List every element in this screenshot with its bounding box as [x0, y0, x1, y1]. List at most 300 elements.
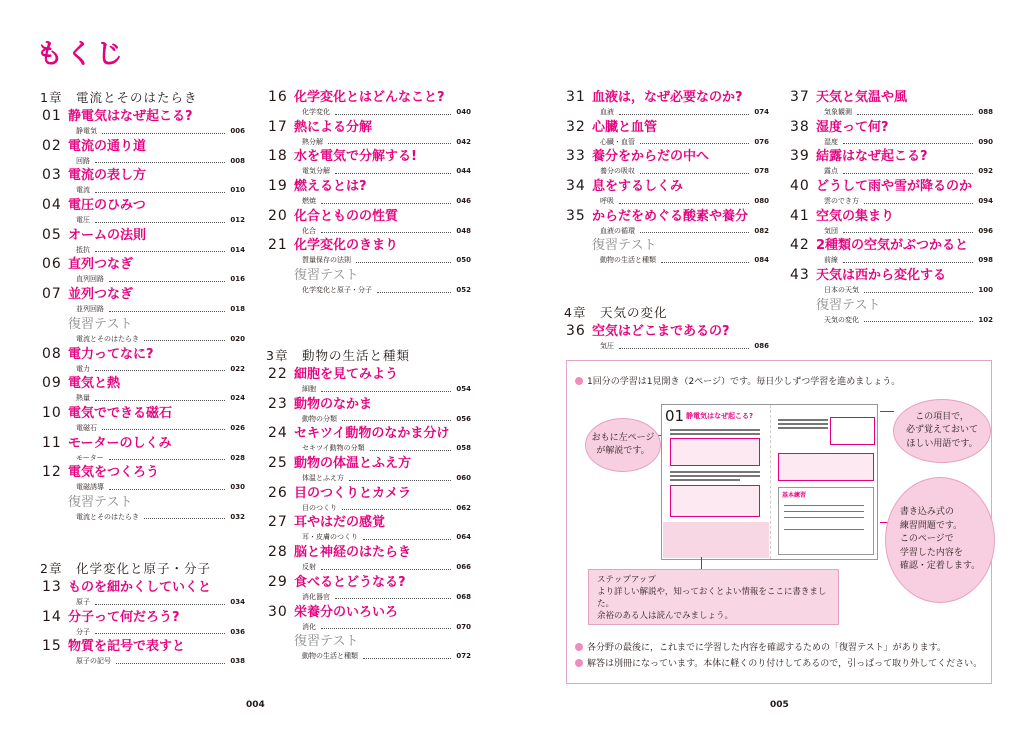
- entry-page-number[interactable]: 024: [230, 394, 245, 403]
- dot-leader: [95, 629, 225, 634]
- entry-title[interactable]: 電気でできる磁石: [68, 405, 173, 421]
- entry-page-number[interactable]: 018: [230, 305, 245, 314]
- entry-subtopic-row: [302, 532, 471, 542]
- entry-subtopic-row: [302, 107, 471, 117]
- dot-leader: [95, 158, 225, 163]
- entry-subtopic-row: [302, 226, 471, 236]
- entry-title[interactable]: 電力ってなに?: [68, 346, 154, 362]
- entry-number: 31: [566, 89, 586, 105]
- toc-section: [788, 89, 993, 327]
- entry-subtopic-row: [824, 137, 993, 147]
- entry-subtopic: 湿度: [824, 137, 838, 146]
- entry-title[interactable]: 2種類の空気がぶつかると: [816, 238, 969, 254]
- entry-subtopic: 体温とふえ方: [302, 474, 344, 483]
- review-test-entry[interactable]: [40, 316, 245, 346]
- entry-number: 06: [42, 256, 62, 273]
- entry-subtopic: 呼吸: [600, 197, 614, 206]
- dot-leader: [109, 307, 225, 312]
- toc-entry[interactable]: [266, 178, 471, 208]
- entry-title[interactable]: 動物のなかま: [294, 396, 373, 412]
- dot-leader: [619, 110, 749, 115]
- bubble-right-bottom: 書き込み式の 練習問題です。 このページで 学習した内容を 確認・定着します。: [885, 477, 995, 603]
- entry-subtopic: 目のつくり: [302, 503, 337, 512]
- entry-subtopic-row: [302, 137, 471, 147]
- entry-subtopic: 化学変化と原子・分子: [302, 286, 372, 295]
- dot-leader: [335, 594, 451, 599]
- dot-leader: [335, 110, 451, 115]
- toc-entry[interactable]: [40, 405, 245, 435]
- entry-title[interactable]: 天気は西から変化する: [816, 268, 947, 284]
- entry-page-number[interactable]: 068: [456, 592, 471, 601]
- entry-page-number[interactable]: 020: [230, 334, 245, 343]
- entry-subtopic-row: [824, 315, 993, 325]
- toc-entry[interactable]: [564, 148, 769, 178]
- toc-entry[interactable]: [266, 604, 471, 634]
- entry-title[interactable]: 化合とものの性質: [294, 208, 399, 224]
- entry-subtopic: 動物の生活と種類: [600, 256, 656, 265]
- toc-entry[interactable]: [788, 119, 993, 149]
- entry-subtopic: 化合: [302, 226, 316, 235]
- entry-title[interactable]: 復習テスト: [294, 634, 359, 650]
- mock-practice-label: 基本練習: [782, 492, 807, 499]
- entry-subtopic: 心臓・血管: [600, 137, 635, 146]
- toc-entry[interactable]: [788, 208, 993, 238]
- dot-leader: [95, 218, 225, 223]
- entry-title[interactable]: 空気の集まり: [816, 208, 895, 224]
- toc-entry[interactable]: [788, 237, 993, 267]
- toc-entry[interactable]: [40, 464, 245, 494]
- entry-number: 38: [790, 118, 810, 135]
- entry-subtopic: 原子: [76, 598, 90, 606]
- entry-number: 16: [268, 89, 288, 105]
- entry-subtopic-row: [302, 196, 471, 206]
- entry-number: 22: [268, 366, 288, 382]
- entry-subtopic: 電磁石: [76, 423, 97, 432]
- entry-number: 37: [790, 89, 810, 105]
- entry-subtopic: 前線: [824, 256, 838, 265]
- toc-entry[interactable]: [266, 455, 471, 485]
- toc-entry[interactable]: [266, 425, 471, 455]
- dot-leader: [342, 416, 451, 421]
- toc-entry[interactable]: [266, 89, 471, 119]
- entry-subtopic: 電流とそのはたらき: [76, 512, 139, 521]
- entry-title[interactable]: 物質を記号で表すと: [68, 639, 186, 655]
- entry-number: 08: [42, 345, 62, 362]
- entry-subtopic-row: [76, 156, 245, 166]
- entry-subtopic-row: [76, 274, 245, 284]
- entry-title[interactable]: 並列つなぎ: [68, 287, 134, 303]
- toc-entry[interactable]: [40, 167, 245, 197]
- toc-entry[interactable]: [788, 89, 993, 119]
- dot-leader: [95, 247, 225, 252]
- entry-page-number[interactable]: 034: [230, 598, 245, 606]
- toc-section: [564, 303, 769, 353]
- entry-title[interactable]: 湿度って何?: [816, 119, 889, 135]
- entry-subtopic-row: [76, 423, 245, 433]
- entry-title[interactable]: オームの法則: [68, 227, 147, 243]
- dot-leader: [640, 228, 749, 233]
- dot-leader: [370, 446, 452, 451]
- dot-leader: [661, 258, 749, 263]
- entry-page-number[interactable]: 022: [230, 364, 245, 373]
- entry-title[interactable]: 結露はなぜ起こる?: [816, 149, 928, 165]
- entry-title[interactable]: 動物の体温とふえ方: [294, 456, 412, 472]
- entry-number: 36: [566, 323, 586, 339]
- entry-subtopic-row: [76, 656, 245, 666]
- entry-page-number[interactable]: 088: [978, 108, 993, 116]
- entry-subtopic-row: [824, 255, 993, 265]
- entry-subtopic-row: [76, 304, 245, 314]
- dot-leader: [321, 199, 451, 204]
- entry-subtopic-row: [600, 226, 769, 236]
- entry-title[interactable]: モーターのしくみ: [68, 435, 172, 451]
- entry-page-number[interactable]: 032: [230, 512, 245, 521]
- entry-subtopic: 気圧: [600, 342, 614, 350]
- entry-subtopic: 分子: [76, 627, 90, 636]
- dot-leader: [619, 344, 749, 349]
- entry-number: 29: [268, 573, 288, 590]
- entry-title[interactable]: 復習テスト: [816, 297, 881, 313]
- entry-page-number[interactable]: 056: [456, 414, 471, 423]
- guide-note: [575, 640, 946, 653]
- toc-entry[interactable]: [266, 237, 471, 267]
- guide-note-text: 解答は別冊になっています。本体に軽くのり付けしてあるので，引っぱって取り外してください。: [587, 659, 983, 669]
- entry-page-number[interactable]: 072: [456, 652, 471, 661]
- toc-entry[interactable]: [266, 574, 471, 604]
- chapter-heading: 1章 電流とそのはたらき: [40, 90, 198, 105]
- entry-page-number[interactable]: 052: [456, 286, 471, 295]
- toc-entry[interactable]: [40, 435, 245, 465]
- dot-leader: [321, 624, 451, 629]
- entry-title[interactable]: 静電気はなぜ起こる?: [68, 109, 193, 124]
- entry-page-number[interactable]: 044: [456, 167, 471, 176]
- toc-section: [40, 88, 245, 524]
- mock-title: 静電気はなぜ起こる?: [686, 412, 754, 420]
- entry-page-number[interactable]: 054: [456, 385, 471, 393]
- entry-number: 30: [268, 603, 288, 620]
- entry-subtopic-row: [302, 622, 471, 632]
- entry-page-number[interactable]: 008: [230, 156, 245, 165]
- entry-title[interactable]: 燃えるとは?: [294, 179, 367, 195]
- sample-spread-image: [661, 404, 878, 560]
- entry-page-number[interactable]: 102: [978, 315, 993, 324]
- entry-page-number[interactable]: 070: [456, 622, 471, 631]
- entry-title[interactable]: セキツイ動物のなかま分け: [294, 426, 450, 442]
- entry-subtopic: 消化: [302, 622, 316, 631]
- dot-leader: [109, 485, 225, 490]
- bubble-right-top: この項目で， 必ず覚えておいて ほしい用語です。: [893, 399, 991, 463]
- toc-entry[interactable]: [266, 514, 471, 544]
- dot-leader: [843, 258, 973, 263]
- entry-subtopic-row: [824, 285, 993, 295]
- entry-subtopic-row: [302, 473, 471, 483]
- toc-entry[interactable]: [788, 148, 993, 178]
- entry-subtopic: 燃焼: [302, 197, 316, 206]
- entry-title[interactable]: 空気はどこまであるの?: [592, 324, 730, 339]
- toc-entry[interactable]: [40, 227, 245, 257]
- bullet-icon: [575, 659, 583, 667]
- entry-number: 13: [42, 579, 62, 595]
- dot-leader: [843, 169, 973, 174]
- entry-page-number[interactable]: 066: [456, 563, 471, 572]
- toc-entry[interactable]: [266, 485, 471, 515]
- entry-page-number[interactable]: 060: [456, 474, 471, 483]
- review-test-entry[interactable]: [266, 267, 471, 297]
- entry-page-number[interactable]: 050: [456, 256, 471, 265]
- dot-leader: [95, 600, 225, 605]
- entry-title[interactable]: 復習テスト: [592, 238, 657, 254]
- entry-page-number[interactable]: 082: [754, 226, 769, 235]
- entry-title[interactable]: 復習テスト: [294, 268, 359, 284]
- entry-title[interactable]: 電圧のひみつ: [68, 198, 146, 214]
- toc-entry[interactable]: [40, 197, 245, 227]
- dot-leader: [109, 455, 226, 460]
- entry-number: 33: [566, 148, 586, 165]
- entry-subtopic: 化学変化: [302, 108, 330, 116]
- entry-number: 34: [566, 178, 586, 195]
- entry-page-number[interactable]: 014: [230, 245, 245, 254]
- entry-subtopic-row: [302, 592, 471, 602]
- toc-entry[interactable]: [40, 138, 245, 168]
- toc-entry[interactable]: [564, 89, 769, 119]
- entry-title[interactable]: ものを細かくしていくと: [68, 580, 212, 595]
- entry-title[interactable]: 血液は，なぜ必要なのか?: [592, 90, 743, 105]
- entry-page-number[interactable]: 098: [978, 256, 993, 265]
- entry-page-number[interactable]: 048: [456, 226, 471, 235]
- entry-title[interactable]: 分子って何だろう?: [68, 609, 180, 625]
- entry-page-number[interactable]: 062: [456, 503, 471, 512]
- entry-subtopic: 熱量: [76, 394, 90, 403]
- entry-title[interactable]: からだをめぐる酸素や養分: [592, 208, 749, 224]
- toc-entry[interactable]: [564, 119, 769, 149]
- entry-subtopic-row: [302, 414, 471, 424]
- dot-leader: [363, 535, 451, 540]
- entry-title[interactable]: 電気をつくろう: [68, 465, 160, 481]
- entry-subtopic-row: [600, 137, 769, 147]
- entry-subtopic: 消化器官: [302, 592, 330, 601]
- entry-page-number[interactable]: 094: [978, 197, 993, 206]
- review-test-entry[interactable]: [788, 297, 993, 327]
- dot-leader: [321, 565, 451, 570]
- toc-entry[interactable]: [564, 208, 769, 238]
- dot-leader: [864, 317, 973, 322]
- dot-leader: [95, 188, 225, 193]
- entry-title[interactable]: 水を電気で分解する!: [294, 149, 417, 165]
- entry-subtopic: 雲のでき方: [824, 197, 859, 206]
- entry-page-number[interactable]: 042: [456, 137, 471, 146]
- mock-number: 01: [665, 407, 685, 425]
- toc-entry[interactable]: [40, 286, 245, 316]
- page-number-left: 004: [246, 700, 265, 710]
- entry-title[interactable]: 電流の通り道: [68, 138, 147, 154]
- step-up-title: ステップアップ: [597, 575, 656, 585]
- toc-section: [40, 559, 245, 668]
- entry-page-number[interactable]: 092: [978, 167, 993, 176]
- entry-number: 18: [268, 148, 288, 165]
- entry-page-number[interactable]: 012: [230, 216, 245, 225]
- entry-number: 09: [42, 375, 62, 392]
- dot-leader: [640, 169, 749, 174]
- entry-title[interactable]: 脳と神経のはたらき: [294, 545, 412, 561]
- entry-subtopic: 動物の分類: [302, 414, 337, 423]
- entry-subtopic: 細胞: [302, 385, 316, 393]
- entry-subtopic: セキツイ動物の分類: [302, 444, 365, 453]
- entry-title[interactable]: 復習テスト: [68, 316, 133, 332]
- entry-title[interactable]: 栄養分のいろいろ: [294, 604, 399, 620]
- dot-leader: [144, 514, 225, 519]
- review-test-entry[interactable]: [40, 494, 245, 524]
- dot-leader: [857, 110, 973, 115]
- dot-leader: [116, 659, 225, 664]
- entry-page-number[interactable]: 038: [230, 657, 245, 666]
- entry-title[interactable]: 天気と気温や風: [816, 90, 908, 105]
- entry-number: 40: [790, 178, 810, 195]
- toc-entry[interactable]: [788, 267, 993, 297]
- entry-subtopic: 血液の循環: [600, 226, 635, 235]
- entry-subtopic: 電流とそのはたらき: [76, 334, 139, 343]
- entry-page-number[interactable]: 026: [230, 423, 245, 432]
- entry-subtopic: 質量保存の法則: [302, 256, 351, 265]
- entry-title[interactable]: 熱による分解: [294, 119, 373, 135]
- entry-page-number[interactable]: 010: [230, 186, 245, 195]
- entry-page-number[interactable]: 086: [754, 342, 769, 350]
- dot-leader: [843, 228, 973, 233]
- entry-page-number[interactable]: 046: [456, 197, 471, 206]
- toc-entry[interactable]: [788, 178, 993, 208]
- entry-subtopic-row: [302, 443, 471, 453]
- entry-number: 17: [268, 118, 288, 135]
- entry-subtopic: 電磁誘導: [76, 483, 104, 492]
- dot-leader: [109, 277, 225, 282]
- entry-subtopic-row: [76, 453, 245, 463]
- chapter-heading: 2章 化学変化と原子・分子: [40, 561, 211, 576]
- toc-entry[interactable]: [40, 609, 245, 639]
- entry-subtopic-row: [76, 185, 245, 195]
- toc-entry[interactable]: [40, 256, 245, 286]
- toc-entry[interactable]: [40, 375, 245, 405]
- toc-entry[interactable]: [40, 638, 245, 668]
- dot-leader: [144, 336, 225, 341]
- entry-number: 04: [42, 197, 62, 214]
- entry-number: 39: [790, 148, 810, 165]
- entry-subtopic: 気団: [824, 226, 838, 235]
- entry-title[interactable]: 食べるとどうなる?: [294, 574, 406, 590]
- entry-subtopic-row: [76, 627, 245, 637]
- review-test-entry[interactable]: [266, 633, 471, 663]
- dot-leader: [321, 387, 451, 392]
- entry-title[interactable]: 化学変化のきまり: [294, 238, 399, 254]
- usage-guide-box: [566, 360, 992, 684]
- entry-subtopic: 電気分解: [302, 167, 330, 176]
- entry-title[interactable]: 細胞を見てみよう: [294, 367, 399, 382]
- entry-title[interactable]: 耳やはだの感覚: [294, 515, 386, 531]
- toc-entry[interactable]: [266, 366, 471, 396]
- entry-page-number[interactable]: 078: [754, 167, 769, 176]
- entry-subtopic: 抵抗: [76, 245, 90, 254]
- entry-number: 27: [268, 514, 288, 531]
- entry-page-number[interactable]: 090: [978, 137, 993, 146]
- page-title: もくじ: [36, 39, 126, 70]
- toc-entry[interactable]: [266, 396, 471, 426]
- entry-subtopic-row: [76, 482, 245, 492]
- entry-number: 20: [268, 207, 288, 224]
- toc-entry[interactable]: [266, 208, 471, 238]
- dot-leader: [95, 396, 225, 401]
- toc-entry[interactable]: [266, 148, 471, 178]
- entry-page-number[interactable]: 006: [230, 127, 245, 135]
- page-number-right: 005: [770, 700, 789, 710]
- dot-leader: [321, 228, 451, 233]
- entry-title[interactable]: 電気と熱: [68, 376, 121, 392]
- entry-subtopic: 血液: [600, 108, 614, 116]
- entry-page-number[interactable]: 058: [456, 444, 471, 453]
- entry-subtopic-row: [76, 393, 245, 403]
- entry-subtopic-row: [76, 597, 245, 607]
- entry-page-number[interactable]: 030: [230, 483, 245, 492]
- entry-title[interactable]: 目のつくりとカメラ: [294, 485, 412, 501]
- entry-page-number[interactable]: 064: [456, 533, 471, 542]
- toc-entry[interactable]: [564, 178, 769, 208]
- entry-title[interactable]: 養分をからだの中へ: [592, 149, 710, 165]
- entry-page-number[interactable]: 036: [230, 627, 245, 636]
- dot-leader: [619, 199, 749, 204]
- entry-number: 07: [42, 286, 62, 303]
- entry-page-number[interactable]: 040: [456, 108, 471, 116]
- toc-entry[interactable]: [40, 579, 245, 609]
- entry-title[interactable]: 化学変化とはどんなこと?: [294, 90, 445, 105]
- entry-number: 02: [42, 137, 62, 154]
- entry-page-number[interactable]: 100: [978, 286, 993, 295]
- guide-note-text: 各分野の最後に，これまでに学習した内容を確認するための「復習テスト」があります。: [587, 643, 946, 653]
- toc-entry[interactable]: [266, 119, 471, 149]
- guide-intro-text: 1回分の学習は1見開き（2ページ）です。毎日少しずつ学習を進めましょう。: [587, 377, 901, 387]
- toc-entry[interactable]: [564, 323, 769, 353]
- dot-leader: [363, 654, 451, 659]
- dot-leader: [864, 199, 973, 204]
- toc-entry[interactable]: [266, 544, 471, 574]
- entry-subtopic-row: [824, 226, 993, 236]
- toc-entry[interactable]: [40, 108, 245, 138]
- entry-subtopic-row: [302, 285, 471, 295]
- toc-entry[interactable]: [40, 346, 245, 376]
- entry-page-number[interactable]: 074: [754, 108, 769, 116]
- entry-number: 19: [268, 178, 288, 195]
- entry-number: 15: [42, 638, 62, 655]
- entry-title[interactable]: 電流の表し方: [68, 168, 147, 184]
- entry-subtopic-row: [76, 334, 245, 344]
- entry-page-number[interactable]: 016: [230, 275, 245, 284]
- entry-page-number[interactable]: 028: [230, 453, 245, 462]
- entry-title[interactable]: どうして雨や雪が降るのか: [816, 179, 973, 195]
- entry-page-number[interactable]: 076: [754, 137, 769, 146]
- entry-number: 12: [42, 464, 62, 481]
- entry-page-number[interactable]: 080: [754, 197, 769, 206]
- entry-number: 01: [42, 108, 62, 124]
- dot-leader: [328, 139, 451, 144]
- entry-page-number[interactable]: 096: [978, 226, 993, 235]
- entry-title[interactable]: 息をするしくみ: [592, 179, 684, 195]
- entry-title[interactable]: 心臓と血管: [592, 119, 658, 135]
- entry-title[interactable]: 直列つなぎ: [68, 257, 134, 273]
- entry-subtopic-row: [76, 126, 245, 136]
- entry-subtopic: 反射: [302, 563, 316, 572]
- entry-title[interactable]: 復習テスト: [68, 494, 133, 510]
- step-up-line: より詳しい解説や，知っておくとよい情報をここに書きました。: [597, 587, 827, 609]
- entry-subtopic-row: [600, 107, 769, 117]
- entry-page-number[interactable]: 084: [754, 256, 769, 265]
- entry-subtopic: 気象観測: [824, 108, 852, 116]
- review-test-entry[interactable]: [564, 237, 769, 267]
